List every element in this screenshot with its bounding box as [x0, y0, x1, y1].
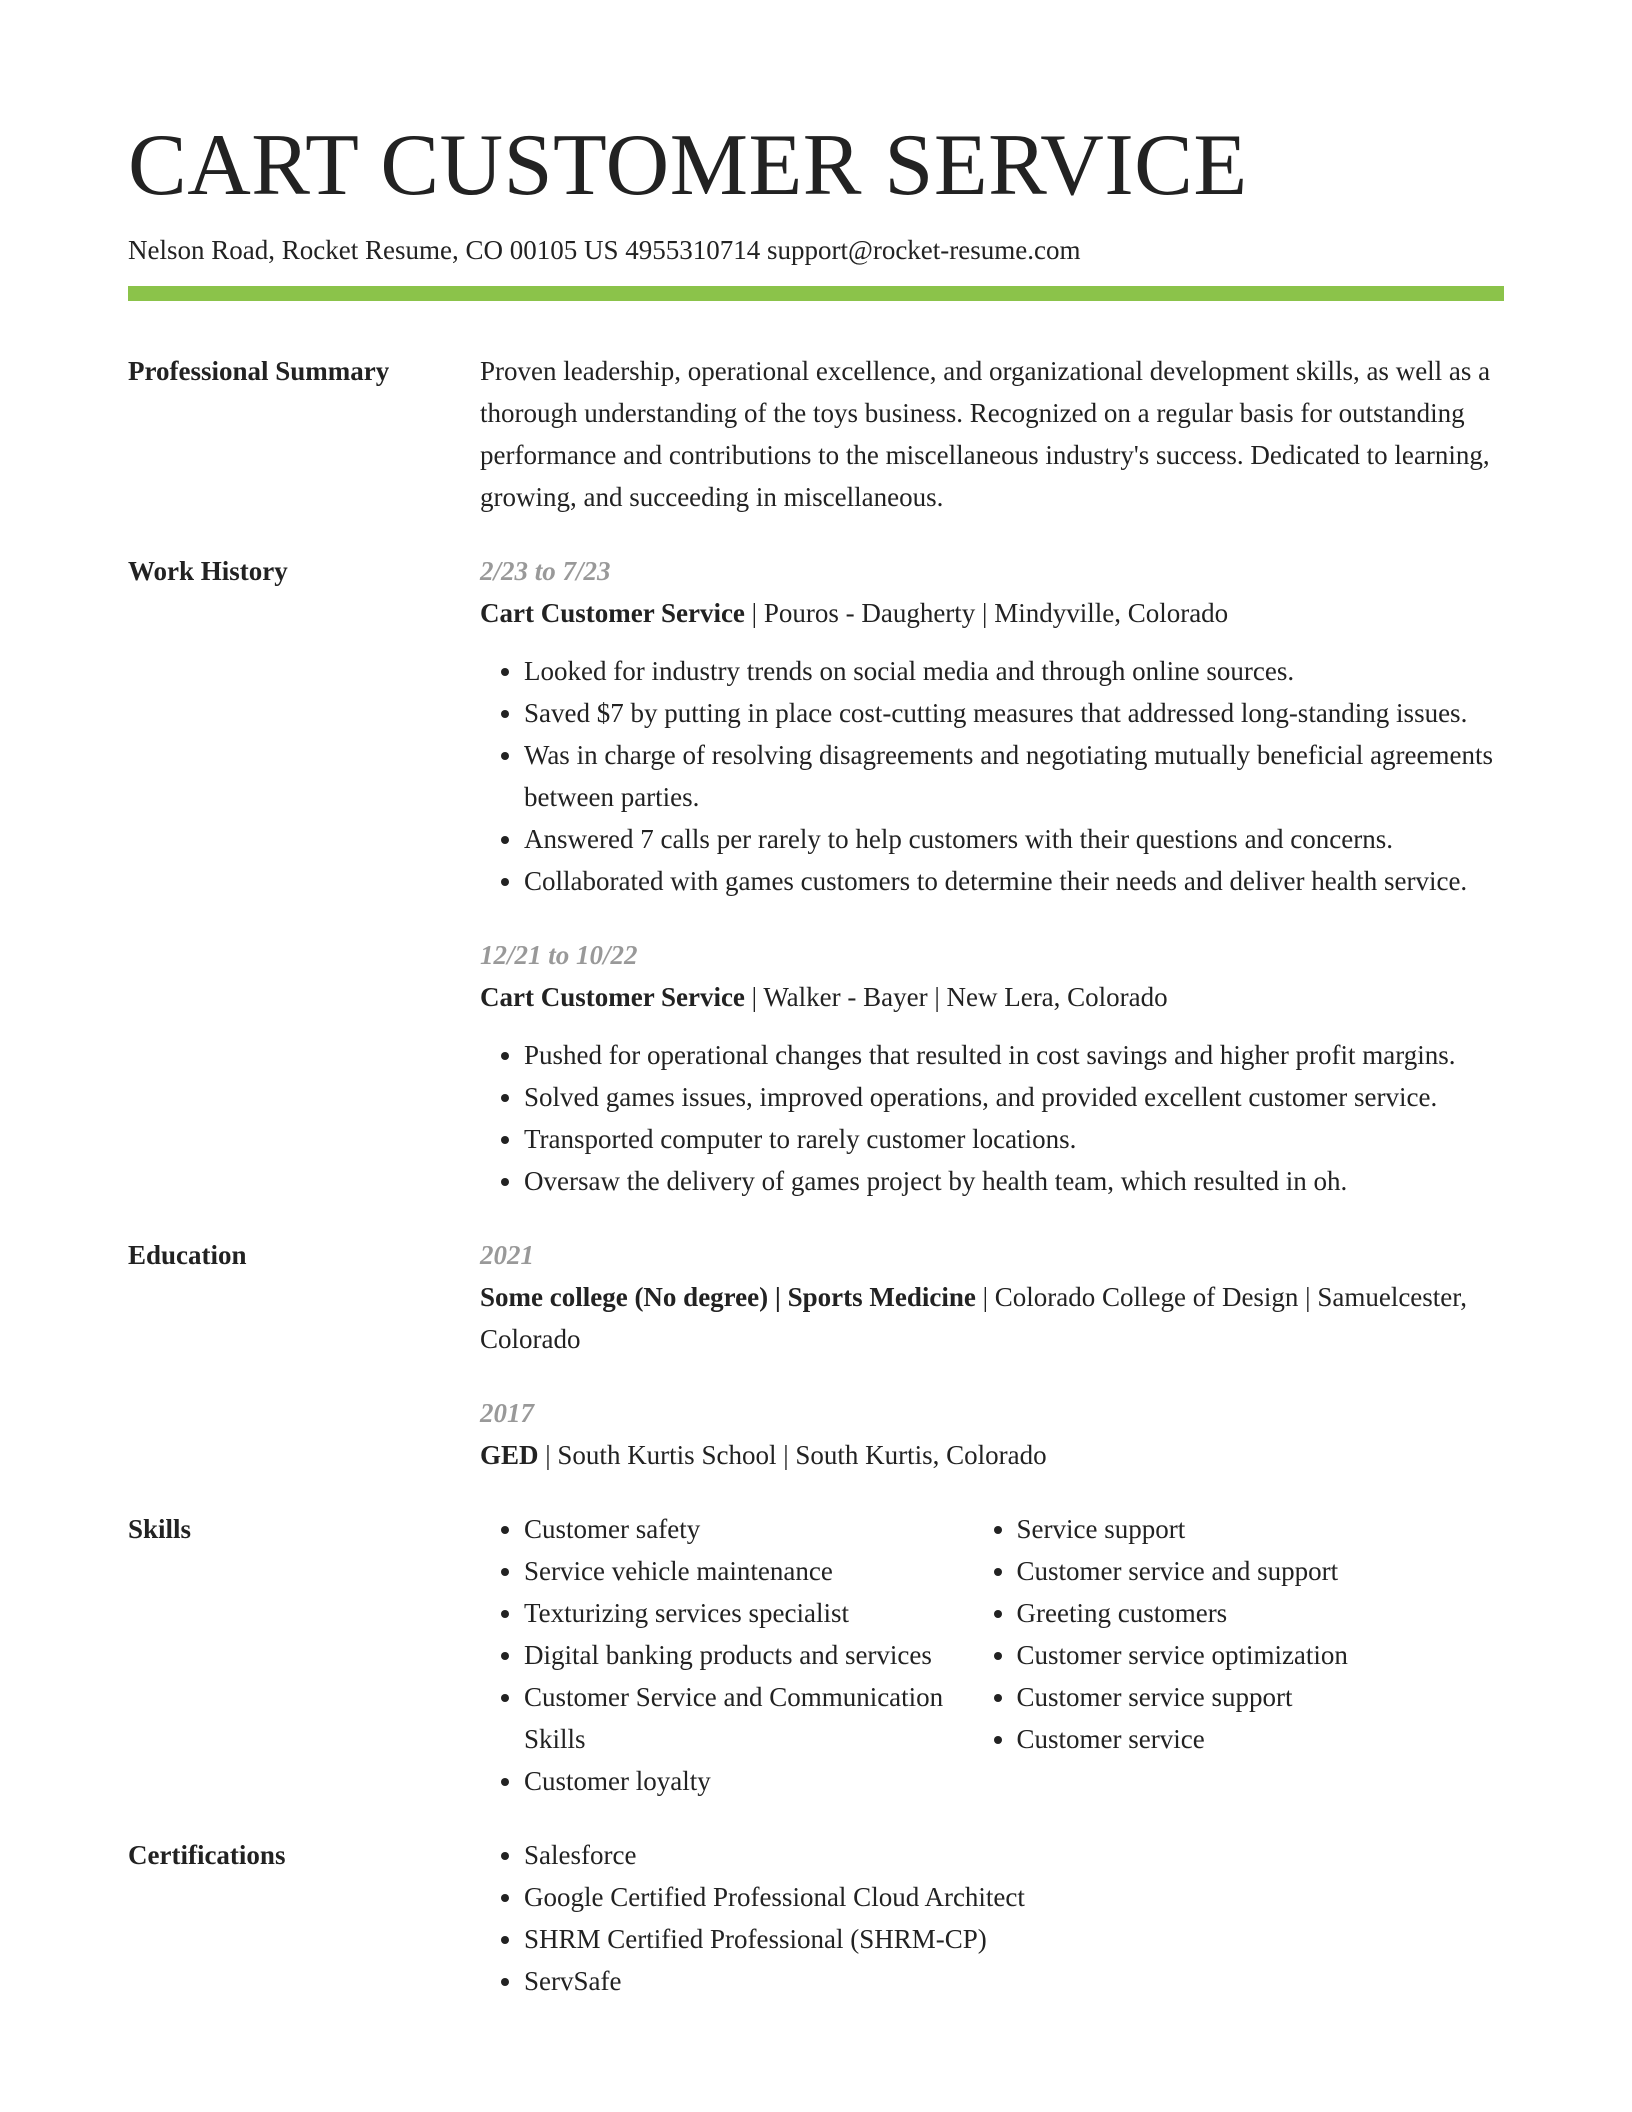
job-bullet: • Transported computer to rarely customer locations. [524, 1118, 1504, 1160]
certifications-list [480, 1834, 1504, 2002]
skill-item: • Customer service and support [1017, 1550, 1505, 1592]
education-school-location: | South Kurtis School | South Kurtis, Colorado [538, 1440, 1047, 1470]
skill-item: • Service support [1017, 1508, 1505, 1550]
certification-item: • SHRM Certified Professional (SHRM-CP) [524, 1918, 1504, 1960]
job-bullet: • Looked for industry trends on social media and through online sources. [524, 650, 1504, 692]
job-date: 2/23 to 7/23 [480, 556, 611, 586]
job-bullets [480, 1034, 1504, 1202]
job-title: Cart Customer Service [480, 982, 745, 1012]
job-bullet: • Saved $7 by putting in place cost-cutting measures that addressed long-standing issues. [524, 692, 1504, 734]
job-entry [480, 934, 1504, 1202]
education-body [480, 1234, 1504, 1508]
certifications-section [128, 1834, 1504, 2002]
certifications-heading: Certifications [128, 1840, 286, 1870]
skill-item: • Greeting customers [1017, 1592, 1505, 1634]
job-bullet: • Oversaw the delivery of games project by health team, which resulted in oh. [524, 1160, 1504, 1202]
resume-name: CART CUSTOMER SERVICE [128, 117, 1248, 214]
skills-list-right [973, 1508, 1505, 1802]
education-school-location: | Colorado College of Design | Samuelcester, Colorado [480, 1282, 1467, 1354]
education-degree: GED [480, 1440, 539, 1470]
job-bullet: • Collaborated with games customers to determine their needs and deliver health service. [524, 860, 1504, 902]
certification-item: • ServSafe [524, 1960, 1504, 2002]
summary-text: Proven leadership, operational excellence, and organizational development skills, as well as a thorough understanding of the toys business. Recognized on a regular basis for outstanding performance and contributions to the miscellaneous industry's success. Dedicated to learning, growing, and succeeding in miscellaneous. [480, 356, 1491, 512]
skill-item: • Digital banking products and services [524, 1634, 973, 1676]
job-employer-location: | Walker - Bayer | New Lera, Colorado [744, 982, 1168, 1012]
job-title: Cart Customer Service [480, 598, 745, 628]
certifications-body [480, 1834, 1504, 2002]
resume-sections [128, 350, 1504, 2002]
work-history-section [128, 550, 1504, 1234]
skills-list-left [480, 1508, 973, 1802]
certification-item: • Salesforce [524, 1834, 1504, 1876]
certification-item: • Google Certified Professional Cloud Architect [524, 1876, 1504, 1918]
education-heading: Education [128, 1240, 247, 1270]
skill-item: • Service vehicle maintenance [524, 1550, 973, 1592]
skill-item: • Customer service [1017, 1718, 1505, 1760]
skill-item: • Customer service optimization [1017, 1634, 1505, 1676]
education-date: 2017 [480, 1398, 534, 1428]
education-entry [480, 1234, 1504, 1360]
education-date: 2021 [480, 1240, 534, 1270]
contact-line: Nelson Road, Rocket Resume, CO 00105 US 4955310714 support@rocket-resume.com [128, 235, 1081, 265]
job-bullets [480, 650, 1504, 902]
job-bullet: • Solved games issues, improved operations, and provided excellent customer service. [524, 1076, 1504, 1118]
education-line [480, 1434, 1504, 1476]
summary-section [128, 350, 1504, 550]
job-bullet: • Pushed for operational changes that resulted in cost savings and higher profit margins. [524, 1034, 1504, 1076]
education-entry [480, 1392, 1504, 1476]
job-employer-location: | Pouros - Daugherty | Mindyville, Colorado [744, 598, 1229, 628]
job-bullet: • Was in charge of resolving disagreements and negotiating mutually beneficial agreements between parties. [524, 734, 1504, 818]
skill-item: • Customer Service and Communication Skills [524, 1676, 973, 1760]
education-line [480, 1276, 1504, 1360]
skill-item: • Customer loyalty [524, 1760, 973, 1802]
skill-item: • Texturizing services specialist [524, 1592, 973, 1634]
education-degree: Some college (No degree) | Sports Medicine [480, 1282, 976, 1312]
skill-item: • Customer service support [1017, 1676, 1505, 1718]
work-history-body [480, 550, 1504, 1234]
skills-columns [480, 1508, 1504, 1802]
job-bullet: • Answered 7 calls per rarely to help customers with their questions and concerns. [524, 818, 1504, 860]
summary-heading: Professional Summary [128, 356, 390, 386]
skills-body [480, 1508, 1504, 1834]
skills-section [128, 1508, 1504, 1834]
summary-body [480, 350, 1504, 550]
job-entry [480, 550, 1504, 902]
skills-heading: Skills [128, 1514, 192, 1544]
education-section [128, 1234, 1504, 1508]
work-history-heading: Work History [128, 556, 288, 586]
job-role-line [480, 592, 1504, 634]
accent-divider [128, 286, 1504, 301]
job-date: 12/21 to 10/22 [480, 940, 638, 970]
job-role-line [480, 976, 1504, 1018]
skill-item: • Customer safety [524, 1508, 973, 1550]
